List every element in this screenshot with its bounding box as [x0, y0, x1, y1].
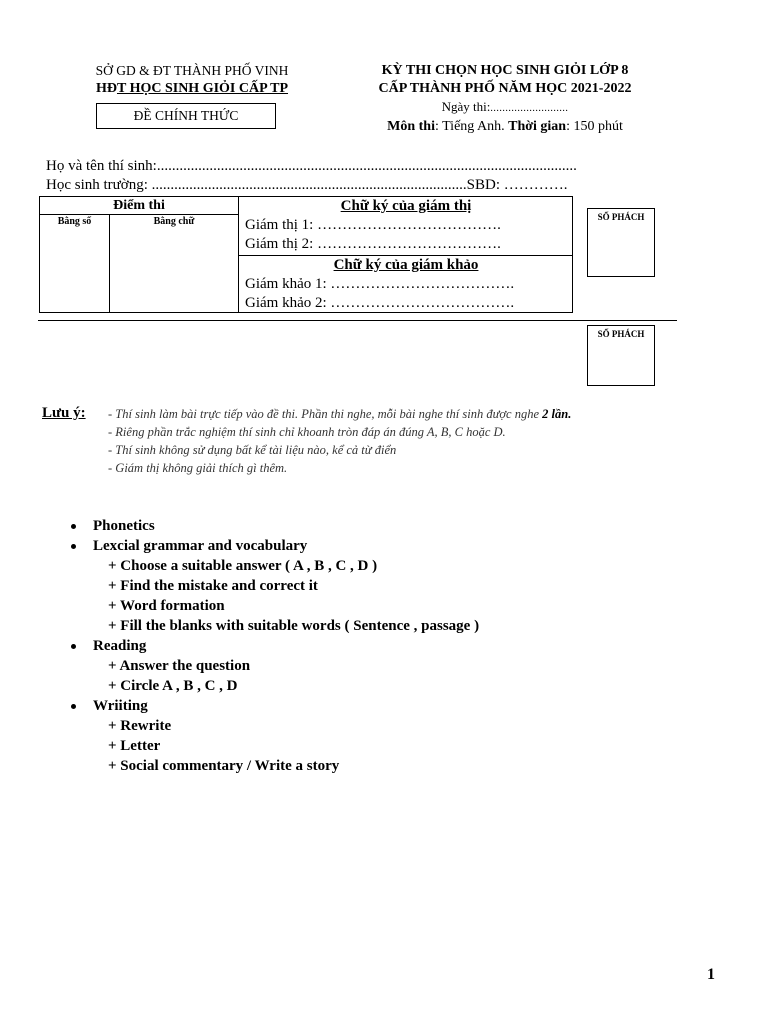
notes-label: Lưu ý: [42, 405, 86, 421]
bullet-icon [71, 704, 76, 709]
bullet-icon [71, 644, 76, 649]
note-2: - Riêng phần trắc nghiệm thí sinh chỉ khoanh tròn đáp án đúng A, B, C hoặc D. [108, 425, 506, 439]
outline-item-label: Reading [93, 638, 147, 654]
outline-item-label: Lexcial grammar and vocabulary [93, 538, 308, 554]
exam-title: KỲ THI CHỌN HỌC SINH GIỎI LỚP 8 [381, 63, 629, 78]
student-school-line: Học sinh trường: ....................................................................................SBD: …………. [46, 177, 568, 193]
note-3: - Thí sinh không sử dụng bất kể tài liệu nào, kể cả từ điển [108, 443, 397, 457]
score-signature-table [39, 196, 573, 313]
note-1-text: - Thí sinh làm bài trực tiếp vào đề thi. Phần thi nghe, mỗi bài nghe thí sinh được nghe [108, 407, 543, 421]
department-name: SỞ GD & ĐT THÀNH PHỐ VINH [95, 63, 289, 78]
proctor-2-line: Giám thị 2: ………………………………. [245, 236, 501, 252]
outline-item-label: Phonetics [93, 518, 155, 534]
notes-list [108, 405, 571, 477]
outline-sub-item: + Find the mistake and correct it [108, 578, 318, 594]
outline-sub-item: + Rewrite [108, 718, 172, 734]
bullet-icon [71, 544, 76, 549]
exam-level-year: CẤP THÀNH PHỐ NĂM HỌC 2021-2022 [378, 81, 632, 96]
examiner-signatures [239, 256, 573, 312]
outline-sub-item: + Fill the blanks with suitable words ( Sentence , passage ) [108, 618, 480, 634]
note-1-bold: 2 lần. [542, 407, 572, 421]
exam-subject-time [330, 118, 680, 136]
note-1 [108, 405, 571, 423]
council-name [62, 80, 322, 98]
exam-outline [68, 516, 479, 776]
time-label: Thời gian [508, 119, 567, 134]
page-number: 1 [707, 966, 715, 983]
outline-sub-item: + Answer the question [108, 658, 251, 674]
so-phach-box-bottom: SỐ PHÁCH [587, 325, 655, 386]
subject-value: : Tiếng Anh. [434, 119, 505, 134]
outline-sub-item: + Circle A , B , C , D [108, 678, 238, 694]
cut-line [38, 320, 677, 321]
outline-item-writing [68, 696, 479, 716]
examiner-title: Chữ ký của giám khảo [333, 257, 479, 273]
proctor-signatures [239, 197, 573, 256]
student-name-line: Họ và tên thí sinh:................................................................................................................ [46, 158, 577, 174]
outline-sub-item: + Letter [108, 738, 161, 754]
header-left [62, 62, 322, 98]
so-phach-box-top: SỐ PHÁCH [587, 208, 655, 277]
outline-sub-item: + Word formation [108, 598, 225, 614]
score-title: Điểm thi [40, 197, 238, 215]
examiner-1-line: Giám khảo 1: ………………………………. [245, 276, 515, 292]
note-4: - Giám thị không giải thích gì thêm. [108, 461, 288, 475]
exam-date-label: Ngày thi: [441, 99, 491, 114]
outline-sub-item: + Social commentary / Write a story [108, 758, 340, 774]
proctor-title: Chữ ký của giám thị [340, 198, 472, 214]
exam-date-dots: .......................... [490, 103, 569, 114]
outline-item-phonetics [68, 516, 479, 536]
outline-item-reading [68, 636, 479, 656]
score-section [40, 197, 239, 312]
outline-item-label: Wriiting [93, 698, 148, 714]
subject-label: Môn thi [387, 119, 435, 134]
council-underlined: T HỌC SINH GIỎI CẤP TP [116, 81, 289, 96]
header-right [330, 62, 680, 136]
council-prefix: HĐ [95, 81, 117, 96]
outline-sub-item: + Choose a suitable answer ( A , B , C , D ) [108, 558, 378, 574]
proctor-1-line: Giám thị 1: ………………………………. [245, 217, 501, 233]
exam-date [330, 98, 680, 118]
examiner-2-line: Giám khảo 2: ………………………………. [245, 295, 515, 311]
outline-item-lexical [68, 536, 479, 556]
score-by-words: Bằng chữ [153, 216, 195, 227]
score-by-number: Bằng số [40, 215, 110, 312]
time-value: : 150 phút [566, 119, 623, 134]
signature-section [239, 197, 573, 312]
official-exam-box: ĐỀ CHÍNH THỨC [96, 103, 276, 129]
bullet-icon [71, 524, 76, 529]
